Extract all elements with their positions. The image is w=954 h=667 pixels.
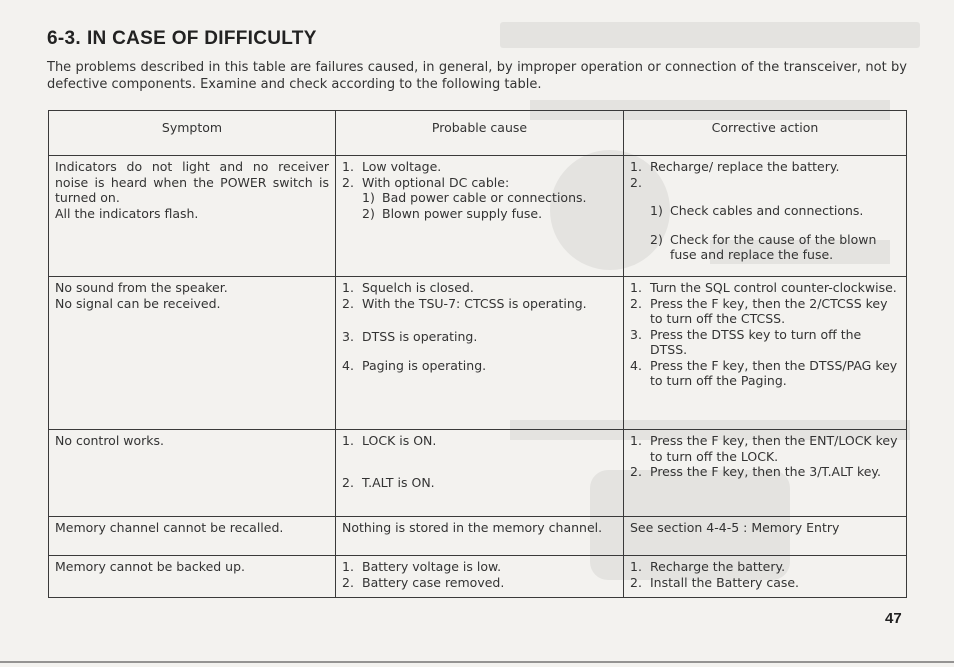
action-cell [624, 430, 907, 517]
cause-cell: Nothing is stored in the memory channel. [336, 517, 624, 556]
list-item: 1. LOCK is ON. [342, 433, 437, 448]
list-item: 2. [630, 174, 642, 190]
header-corrective-action: Corrective action [624, 111, 907, 156]
list-item: 1. Recharge/ replace the battery. [630, 159, 840, 174]
cause-cell [336, 556, 624, 598]
list-item: 1. Turn the SQL control counter-clockwise. [630, 280, 897, 295]
symptom-cell [49, 277, 336, 430]
action-cell [624, 156, 907, 277]
list-item: 2. Install the Battery case. [630, 574, 800, 590]
list-item: 2) Check for the cause of the blown fuse and replace the fuse. [650, 231, 877, 262]
list-item: 2. With optional DC cable: [342, 174, 510, 190]
symptom-text: No control works. [55, 433, 165, 448]
list-item: 4. Press the F key, then the DTSS/PAG key to turn off the Paging. [630, 357, 898, 388]
table-row [49, 517, 907, 556]
page-number: 47 [885, 610, 902, 627]
list-item: 2. With the TSU-7: CTCSS is operating. [342, 295, 587, 311]
cause-cell [336, 156, 624, 277]
action-cell [624, 277, 907, 430]
table-header-row [49, 111, 907, 156]
symptom-text: Memory channel cannot be recalled. [55, 520, 284, 535]
list-item: 2. Press the F key, then the 2/CTCSS key to turn off the CTCSS. [630, 295, 888, 326]
list-item: 1. Low voltage. [342, 159, 442, 174]
symptom-cell [49, 430, 336, 517]
header-probable-cause: Probable cause [336, 111, 624, 156]
list-item: 2. T.ALT is ON. [342, 474, 435, 490]
symptom-text: Memory cannot be backed up. [55, 559, 245, 574]
symptom-cell [49, 556, 336, 598]
list-item: 1. Press the F key, then the ENT/LOCK key to turn off the LOCK. [630, 433, 898, 464]
list-item: 2) Blown power supply fuse. [362, 205, 543, 221]
symptom-text: All the indicators flash. [55, 205, 199, 221]
symptom-text: No sound from the speaker. [55, 280, 228, 295]
list-item: 2. Battery case removed. [342, 574, 505, 590]
intro-paragraph: The problems described in this table are failures caused, in general, by improper operation or connection of the transceiver, not by defective components. Examine and check according to the following table. [47, 60, 907, 92]
list-item: 4. Paging is operating. [342, 357, 487, 373]
page-bottom-rule [0, 661, 954, 663]
list-item: 3. DTSS is operating. [342, 329, 478, 344]
symptom-text: Indicators do not light and no receiver noise is heard when the POWER switch is turned on. [55, 159, 329, 205]
header-symptom: Symptom [49, 111, 336, 156]
table-row [49, 277, 907, 430]
troubleshooting-table [48, 110, 907, 598]
section-number: 6-3. [47, 28, 81, 49]
action-cell: See section 4-4-5 : Memory Entry [624, 517, 907, 556]
list-item: 1) Bad power cable or connections. [362, 190, 587, 205]
list-item: 1. Squelch is closed. [342, 280, 474, 295]
table-row [49, 156, 907, 277]
section-heading [47, 28, 317, 50]
cause-cell [336, 277, 624, 430]
list-item: 1) Check cables and connections. [650, 203, 864, 218]
symptom-text: No signal can be received. [55, 295, 221, 311]
list-item: 2. Press the F key, then the 3/T.ALT key. [630, 464, 882, 479]
table-row [49, 430, 907, 517]
list-item: 1. Recharge the battery. [630, 559, 786, 574]
action-cell [624, 556, 907, 598]
cause-cell [336, 430, 624, 517]
list-item: 3. Press the DTSS key to turn off the DTSS. [630, 326, 862, 357]
list-item: 1. Battery voltage is low. [342, 559, 502, 574]
symptom-cell [49, 156, 336, 277]
table-row [49, 556, 907, 598]
symptom-cell [49, 517, 336, 556]
section-title: IN CASE OF DIFFICULTY [86, 28, 317, 49]
